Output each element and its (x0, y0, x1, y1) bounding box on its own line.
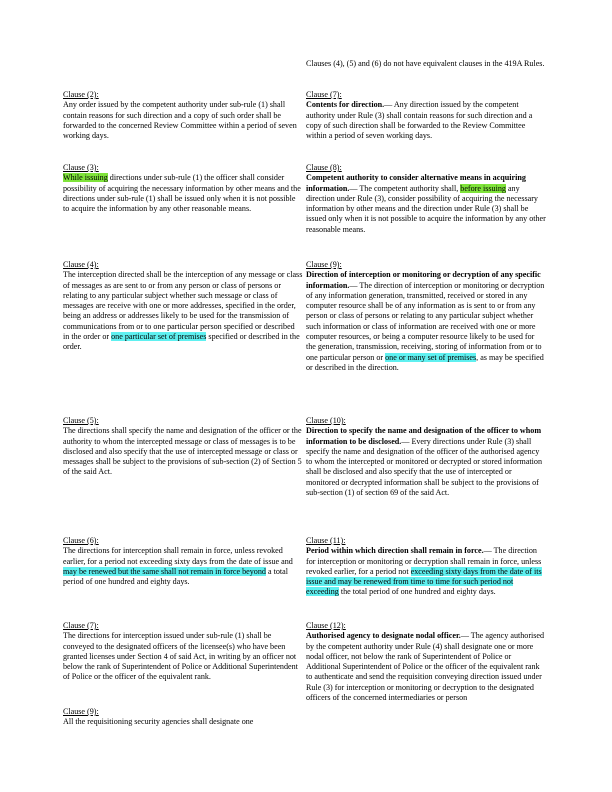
clause-text: The directions shall specify the name and designation of the officer or the authority to whom the intercepted message or class of messages is to be disclosed and also specify that the use of intercepted message or class or messages shall be subject to the provisions of sub-section (2) of Section 5 of the said Act. (63, 426, 302, 477)
clause-heading: Clause (5): (63, 416, 99, 425)
clause-heading: Clause (8): (306, 163, 342, 172)
left-clause-4 (63, 260, 303, 353)
right-clause-9 (306, 260, 546, 373)
clause-text: Contents for direction.— Any direction issued by the competent authority under Rule (3) shall contain reasons for such direction and a copy of such direction shall be forwarded to the Review Committee within a period of seven working days. (306, 100, 533, 141)
right-clause-11 (306, 536, 546, 598)
clause-text: All the requisitioning security agencies shall designate one (63, 717, 254, 727)
clause-heading: Clause (6): (63, 536, 99, 545)
clause-title: Competent authority to consider alternative means in acquiring information. (306, 173, 526, 193)
clause-text: Competent authority to consider alternative means in acquiring information.— The competent authority shall, before issuing any direction under Rule (3), consider possibility of acquiring the necessary information by other means and the direction under Rule (3) shall be issued only when it is not possible to acquire the information by any other reasonable means. (306, 173, 546, 234)
clause-heading: Clause (12): (306, 621, 346, 630)
clause-heading: Clause (2): (63, 90, 99, 99)
highlight: before issuing (460, 183, 506, 193)
clause-text: Authorised agency to designate nodal officer.— The agency authorised by the competent authority under Rule (4) shall designate one or more nodal officer, not below the rank of Superintendent of Police or Additional Superintendent of Police or the officer of the equivalent rank to authenticate and send the requisition conveying direction issued under Rule (3) for interception or monitoring or decryption to the designated officers of the concerned intermediaries or person (306, 631, 545, 703)
clause-heading: Clause (7): (63, 621, 99, 630)
intro-text: Clauses (4), (5) and (6) do not have equivalent clauses in the 419A Rules. (306, 59, 545, 68)
left-clause-3 (63, 163, 303, 214)
highlight: one particular set of premises (111, 332, 207, 342)
clause-text: Direction of interception or monitoring or decryption of any specific information.— The direction of interception or monitoring or decryption of any information generation, transmitted, received or stored in any computer resource shall be of any information as is sent to or from any person or class of persons or relating to any particular subject whether such information or class of information are received with one or more computer resources, or being a computer resource likely to be used for the generation, transmission, receiving, storing of information from or to one particular person or one or many set of premises, as may be specified or described in the direction. (306, 270, 545, 372)
left-clause-6 (63, 536, 303, 587)
left-clause-7 (63, 621, 303, 683)
clause-heading: Clause (9): (63, 707, 99, 716)
clause-heading: Clause (3): (63, 163, 99, 172)
clause-text: The directions for interception shall remain in force, unless revoked earlier, for a period not exceeding sixty days from the date of issue and may be renewed but the same shall not remain in force beyond a total period of one hundred and eighty days. (63, 546, 293, 587)
clause-heading: Clause (4): (63, 260, 99, 269)
highlight: While issuing (63, 173, 108, 183)
clause-title: Direction to specify the name and designation of the officer to whom information to be disclosed. (306, 426, 542, 446)
clause-title: Period within which direction shall remain in force. (306, 546, 484, 556)
clause-title: Authorised agency to designate nodal officer. (306, 631, 461, 641)
left-clause-2 (63, 90, 303, 141)
right-intro (306, 59, 546, 69)
right-clause-10 (306, 416, 546, 498)
left-clause-5 (63, 416, 303, 478)
clause-heading: Clause (9): (306, 260, 342, 269)
right-clause-12 (306, 621, 546, 703)
right-clause-7 (306, 90, 546, 141)
clause-title: Contents for direction. (306, 100, 385, 110)
highlight: exceeding sixty days from the date of its issue and may be renewed from time to time for such period not exceeding (306, 566, 542, 597)
left-clause-9 (63, 707, 303, 728)
clause-text: While issuing directions under sub-rule (1) the officer shall consider possibility of acquiring the necessary information by other means and the directions under sub-rule (1) shall be issued only when it is not possible to acquire the information by any other reasonable means. (63, 173, 301, 214)
clause-heading: Clause (11): (306, 536, 346, 545)
clause-text: Period within which direction shall remain in force.— The direction for interception or monitoring or decryption shall remain in force, unless revoked earlier, for a period not exceeding sixty days from the date of its issue and may be renewed from time to time for such period not exceeding the total period of one hundred and eighty days. (306, 546, 542, 597)
clause-text: Any order issued by the competent authority under sub-rule (1) shall contain reasons for such direction and a copy of such order shall be forwarded to the concerned Review Committee within a period of seven working days. (63, 100, 297, 141)
clause-heading: Clause (10): (306, 416, 346, 425)
clause-title: Direction of interception or monitoring or decryption of any specific information. (306, 270, 541, 290)
clause-text: Direction to specify the name and designation of the officer to whom information to be disclosed.— Every directions under Rule (3) shall specify the name and designation of the officer of the authorised agency to whom the intercepted or monitored or decrypted or stored information shall be disclosed and also specify that the use of intercepted or monitored or decrypted information shall be subject to the provisions of sub-section (1) of section 69 of the said Act. (306, 426, 542, 498)
clause-heading: Clause (7): (306, 90, 342, 99)
right-clause-8 (306, 163, 546, 235)
highlight: one or many set of premises (385, 352, 477, 362)
highlight: may be renewed but the same shall not remain in force beyond (63, 566, 266, 576)
clause-text: The directions for interception issued under sub-rule (1) shall be conveyed to the designated officers of the licensee(s) who have been granted licenses under Section 4 of said Act, in writing by an officer not below the rank of Superintendent of Police or Additional Superintendent of Police or the officer of the equivalent rank. (63, 631, 298, 682)
clause-text: The interception directed shall be the interception of any message or class of messages as are sent to or from any person or class of persons or relating to any particular subject whether such message or class of messages are receive with one or more addresses, specified in the order, being an address or addresses likely to be used for the transmission of communications from or to one particular person specified or described in the order or one particular set of premises specified or described in the order. (63, 270, 303, 352)
